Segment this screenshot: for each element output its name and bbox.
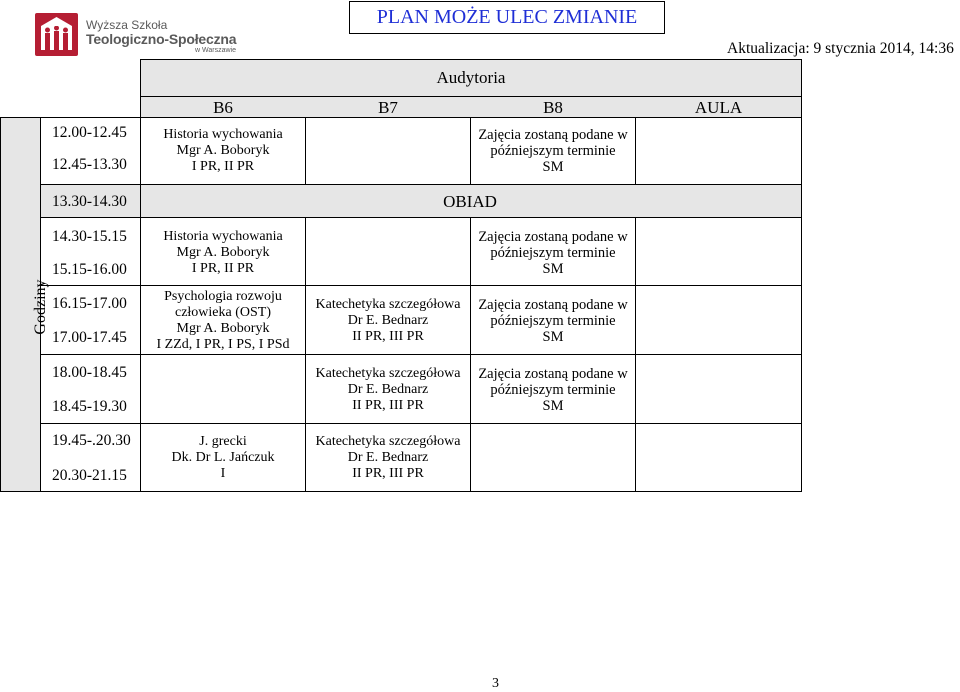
school-emblem-icon [35, 13, 78, 56]
grid-line [40, 217, 802, 218]
time-slot: 15.15-16.00 [52, 261, 127, 278]
time-slot: 20.30-21.15 [52, 467, 127, 484]
class-cell: Zajęcia zostaną podane w późniejszym terminie SM [478, 366, 628, 414]
room-header-b6: B6 [213, 98, 233, 117]
hours-side-label: Godziny [32, 279, 49, 335]
grid-line [305, 117, 306, 185]
grid-line [0, 491, 802, 492]
time-slot: 14.30-15.15 [52, 228, 127, 245]
class-cell: Historia wychowania Mgr A. Boboryk I PR, II PR [163, 229, 283, 276]
class-cell: Historia wychowania Mgr A. Boboryk I PR, II PR [163, 127, 283, 174]
class-cell: Katechetyka szczegółowa Dr E. Bednarz II PR, III PR [315, 366, 461, 413]
room-header-b7: B7 [378, 98, 398, 117]
grid-line [40, 423, 802, 424]
grid-line [0, 117, 1, 492]
lunch-break-label: OBIAD [443, 192, 497, 211]
time-slot: 17.00-17.45 [52, 329, 127, 346]
room-header-aula: AULA [694, 98, 743, 117]
class-cell: J. grecki Dk. Dr L. Jańczuk I [171, 434, 275, 481]
time-slot: 18.45-19.30 [52, 398, 127, 415]
rooms-group-title: Audytoria [436, 68, 506, 87]
class-cell: Psychologia rozwoju człowieka (OST) Mgr A. Boboryk I ZZd, I PR, I PS, I PSd [156, 289, 290, 352]
grid-line [40, 354, 802, 355]
logo-text-line1: Wyższa Szkoła [86, 18, 168, 32]
grid-line [40, 184, 802, 185]
class-cell: Zajęcia zostaną podane w późniejszym terminie SM [478, 127, 628, 175]
page-number: 3 [492, 676, 499, 691]
time-slot: 12.00-12.45 [52, 124, 127, 141]
time-slot: 16.15-17.00 [52, 295, 127, 312]
class-cell: Zajęcia zostaną podane w późniejszym terminie SM [478, 297, 628, 345]
last-updated: Aktualizacja: 9 stycznia 2014, 14:36 [727, 40, 954, 57]
room-header-b8: B8 [543, 98, 563, 117]
class-cell: Katechetyka szczegółowa Dr E. Bednarz II PR, III PR [315, 434, 461, 481]
logo-text-line3: w Warszawie [195, 47, 236, 54]
schedule-change-notice: PLAN MOŻE ULEC ZMIANIE [349, 1, 665, 34]
grid-line [141, 96, 802, 97]
time-slot: 18.00-18.45 [52, 364, 127, 381]
grid-line [635, 117, 636, 185]
grid-line [141, 59, 802, 60]
time-slot: 13.30-14.30 [52, 193, 127, 210]
class-cell: Katechetyka szczegółowa Dr E. Bednarz II PR, III PR [315, 297, 461, 344]
grid-line [635, 217, 636, 492]
time-slot: 19.45-.20.30 [52, 432, 131, 449]
logo-text-line2: Teologiczno-Społeczna [86, 31, 237, 47]
time-slot: 12.45-13.30 [52, 156, 127, 173]
grid-line [801, 59, 802, 492]
class-cell: Zajęcia zostaną podane w późniejszym terminie SM [478, 229, 628, 277]
school-logo [35, 13, 240, 57]
grid-line [40, 285, 802, 286]
